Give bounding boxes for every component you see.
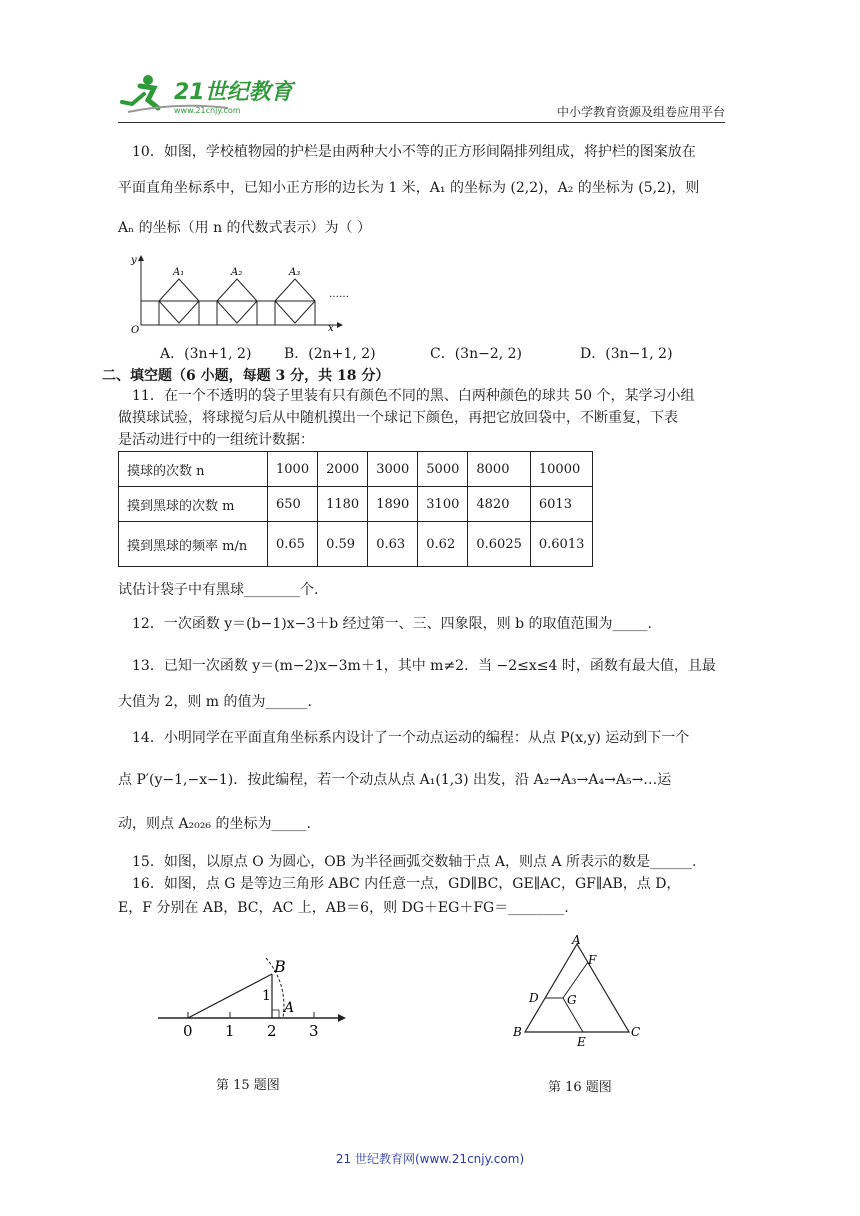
table-cell: 6013 [530, 487, 593, 522]
table-cell: 2000 [318, 452, 368, 487]
point-e-label: E [577, 1035, 586, 1049]
q10-line3: Aₙ 的坐标（用 n 的代数式表示）为（ ） [118, 220, 371, 236]
q16-line1: 16．如图，点 G 是等边三角形 ABC 内任意一点，GD∥BC，GE∥AC，GF∥AB，点 D， [132, 876, 681, 892]
q11-data-table [118, 451, 593, 567]
vertex-c-label: C [631, 1025, 641, 1039]
site-name: 中小学教育资源及组卷应用平台 [556, 105, 725, 119]
q10-fence-figure [125, 253, 365, 335]
header-divider [118, 122, 725, 123]
table-cell: 1000 [268, 452, 318, 487]
table-row [119, 522, 593, 567]
table-row [119, 452, 593, 487]
table-cell: 0.63 [368, 522, 418, 567]
q10-option-c[interactable]: C．(3n−2, 2) [430, 346, 523, 362]
tick-label-2: 2 [267, 1022, 277, 1040]
q11-line1: 11．在一个不透明的袋子里装有只有颜色不同的黑、白两种颜色的球共 50 个，某学习小组 [132, 388, 695, 404]
q10-line1: 10．如图，学校植物园的护栏是由两种大小不等的正方形间隔排列组成，将护栏的图案放在 [132, 144, 696, 160]
q15-text: 15．如图，以原点 O 为圆心，OB 为半径画弧交数轴于点 A，则点 A 所表示的数是______. [132, 854, 697, 870]
row-label: 摸球的次数 n [119, 452, 268, 487]
site-logo [118, 72, 298, 118]
q12-text: 12．一次函数 y＝(b−1)x−3＋b 经过第一、三、四象限，则 b 的取值范围为_____. [132, 616, 652, 632]
table-row [119, 487, 593, 522]
height-label: 1 [262, 988, 271, 1004]
x-axis-label: x [328, 323, 334, 334]
table-cell: 4820 [468, 487, 531, 522]
point-a-label: A [284, 1000, 295, 1016]
q11-answer-line: 试估计袋子中有黑球________个. [118, 582, 319, 598]
point-a1-label: A₁ [173, 267, 185, 278]
point-a3-label: A₃ [289, 267, 301, 278]
table-cell: 650 [268, 487, 318, 522]
table-cell: 1890 [368, 487, 418, 522]
origin-label: O [131, 325, 140, 335]
table-cell: 10000 [530, 452, 593, 487]
fig15-number-line [150, 948, 360, 1040]
row-label: 摸到黑球的频率 m/n [119, 522, 268, 567]
logo-text: 21世纪教育 [174, 80, 293, 105]
q10-option-d[interactable]: D．(3n−1, 2) [580, 346, 673, 362]
q13-line1: 13．已知一次函数 y＝(m−2)x−3m＋1，其中 m≠2．当 −2≤x≤4 时，函数有最大值，且最 [132, 658, 716, 674]
tick-label-3: 3 [309, 1022, 319, 1040]
footer-link[interactable]: 21 世纪教育网(www.21cnjy.com) [335, 1152, 525, 1166]
point-d-label: D [529, 991, 539, 1005]
continuation-dots: …… [329, 289, 349, 300]
runner-logo-icon [118, 72, 298, 118]
table-cell: 0.62 [418, 522, 468, 567]
q14-line1: 14．小明同学在平面直角坐标系内设计了一个动点运动的编程：从点 P(x,y) 运动到下一个 [132, 730, 690, 746]
point-a2-label: A₂ [231, 267, 243, 278]
vertex-a-label: A [572, 933, 581, 947]
tick-label-0: 0 [183, 1022, 193, 1040]
row-label: 摸到黑球的次数 m [119, 487, 268, 522]
q10-option-b[interactable]: B．(2n+1, 2) [284, 346, 376, 362]
q16-line2: E，F 分别在 AB，BC，AC 上，AB＝6，则 DG＋EG＋FG＝________. [118, 900, 569, 916]
fig16-caption: 第 16 题图 [548, 1080, 612, 1095]
table-cell: 1180 [318, 487, 368, 522]
q14-line3: 动，则点 A₂₀₂₆ 的坐标为_____. [118, 816, 311, 832]
point-g-label: G [567, 993, 577, 1007]
logo-url: www.21cnjy.com [174, 106, 241, 115]
table-cell: 0.6013 [530, 522, 593, 567]
table-cell: 8000 [468, 452, 531, 487]
table-cell: 0.65 [268, 522, 318, 567]
q14-line2: 点 P′(y−1,−x−1)．按此编程，若一个动点从点 A₁(1,3) 出发，沿 A₂→A₃→A₄→A₅→…运 [118, 772, 672, 788]
q11-line2: 做摸球试验，将球搅匀后从中随机摸出一个球记下颜色，再把它放回袋中，不断重复，下表 [118, 410, 678, 426]
table-cell: 0.59 [318, 522, 368, 567]
q10-line2: 平面直角坐标系中，已知小正方形的边长为 1 米，A₁ 的坐标为 (2,2)，A₂ 的坐标为 (5,2)，则 [118, 180, 700, 196]
table-cell: 3100 [418, 487, 468, 522]
q11-line3: 是活动进行中的一组统计数据： [118, 432, 314, 448]
q10-option-a[interactable]: A．(3n+1, 2) [160, 346, 252, 362]
table-cell: 0.6025 [468, 522, 531, 567]
fig16-triangle [505, 932, 645, 1050]
point-f-label: F [588, 953, 597, 967]
tick-label-1: 1 [225, 1022, 235, 1040]
vertex-b-label: B [513, 1025, 522, 1039]
table-cell: 3000 [368, 452, 418, 487]
point-b-label: B [274, 957, 286, 976]
table-cell: 5000 [418, 452, 468, 487]
q13-line2: 大值为 2，则 m 的值为______. [118, 694, 312, 710]
fig15-caption: 第 15 题图 [216, 1078, 280, 1093]
y-axis-label: y [131, 255, 137, 266]
section-title: 二、填空题（6 小题，每题 3 分，共 18 分） [102, 368, 390, 384]
